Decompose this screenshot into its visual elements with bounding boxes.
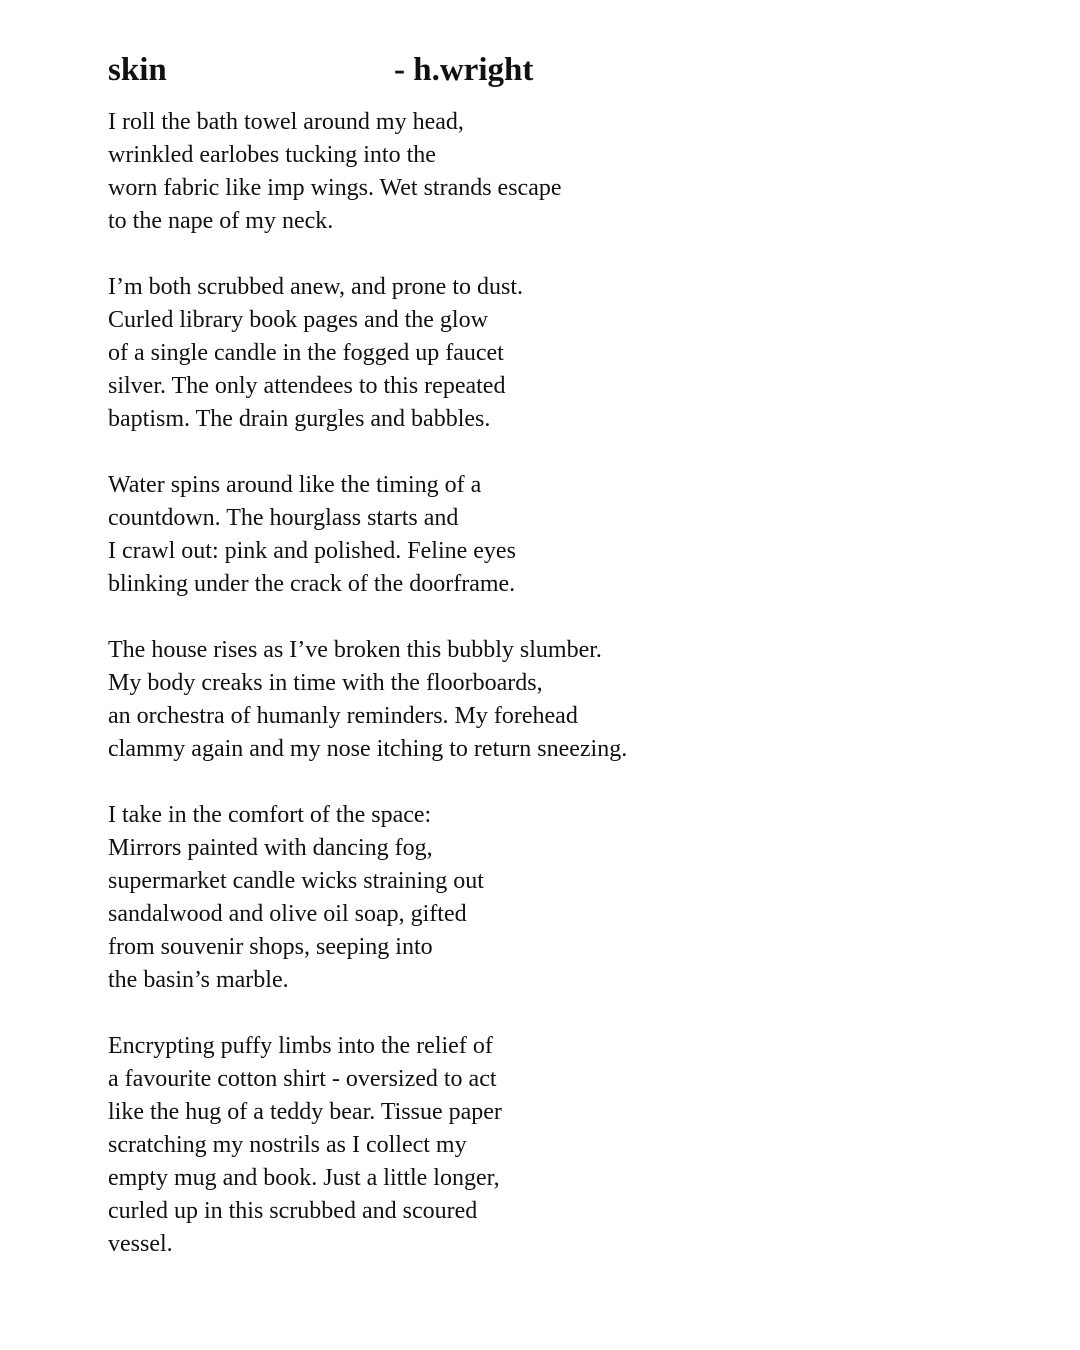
poem-line: vessel. <box>108 1231 173 1257</box>
poem-line: supermarket candle wicks straining out <box>108 868 484 894</box>
poem-line: Curled library book pages and the glow <box>108 307 488 333</box>
stanza-3 <box>108 469 1008 601</box>
poem-line: the basin’s marble. <box>108 967 289 993</box>
poem-line: Water spins around like the timing of a <box>108 472 482 498</box>
poem-line: Encrypting puffy limbs into the relief of <box>108 1033 493 1059</box>
poem-line: I roll the bath towel around my head, <box>108 109 464 135</box>
poem-line: sandalwood and olive oil soap, gifted <box>108 901 467 927</box>
poem-line: clammy again and my nose itching to return sneezing. <box>108 736 628 762</box>
poem-line: I’m both scrubbed anew, and prone to dust. <box>108 274 524 300</box>
poem-line: Mirrors painted with dancing fog, <box>108 835 433 861</box>
poem-line: of a single candle in the fogged up faucet <box>108 340 504 366</box>
stanza-4 <box>108 634 1008 766</box>
poem-line: from souvenir shops, seeping into <box>108 934 433 960</box>
poem-line: a favourite cotton shirt - oversized to act <box>108 1066 497 1092</box>
poem-line: empty mug and book. Just a little longer, <box>108 1165 500 1191</box>
poem-page <box>108 48 1008 1294</box>
poem-line: scratching my nostrils as I collect my <box>108 1132 467 1158</box>
poem-line: an orchestra of humanly reminders. My forehead <box>108 703 578 729</box>
stanza-6 <box>108 1030 1008 1261</box>
poem-line: The house rises as I’ve broken this bubbly slumber. <box>108 637 602 663</box>
poem-line: I take in the comfort of the space: <box>108 802 432 828</box>
poem-line: My body creaks in time with the floorboards, <box>108 670 543 696</box>
stanza-1 <box>108 106 1008 238</box>
poem-line: countdown. The hourglass starts and <box>108 505 459 531</box>
poem-line: wrinkled earlobes tucking into the <box>108 142 436 168</box>
poem-line: silver. The only attendees to this repeated <box>108 373 506 399</box>
poem-line: blinking under the crack of the doorframe. <box>108 571 516 597</box>
poem-line: I crawl out: pink and polished. Feline eyes <box>108 538 516 564</box>
poem-header <box>108 48 1008 106</box>
poem-line: like the hug of a teddy bear. Tissue paper <box>108 1099 502 1125</box>
poem-line: baptism. The drain gurgles and babbles. <box>108 406 491 432</box>
stanza-5 <box>108 799 1008 997</box>
poem-line: worn fabric like imp wings. Wet strands escape <box>108 175 562 201</box>
stanza-2 <box>108 271 1008 436</box>
poem-line: to the nape of my neck. <box>108 208 334 234</box>
poem-author: - h.wright <box>394 52 534 88</box>
poem-title: skin <box>108 52 167 88</box>
poem-body <box>108 106 1008 1261</box>
poem-line: curled up in this scrubbed and scoured <box>108 1198 478 1224</box>
